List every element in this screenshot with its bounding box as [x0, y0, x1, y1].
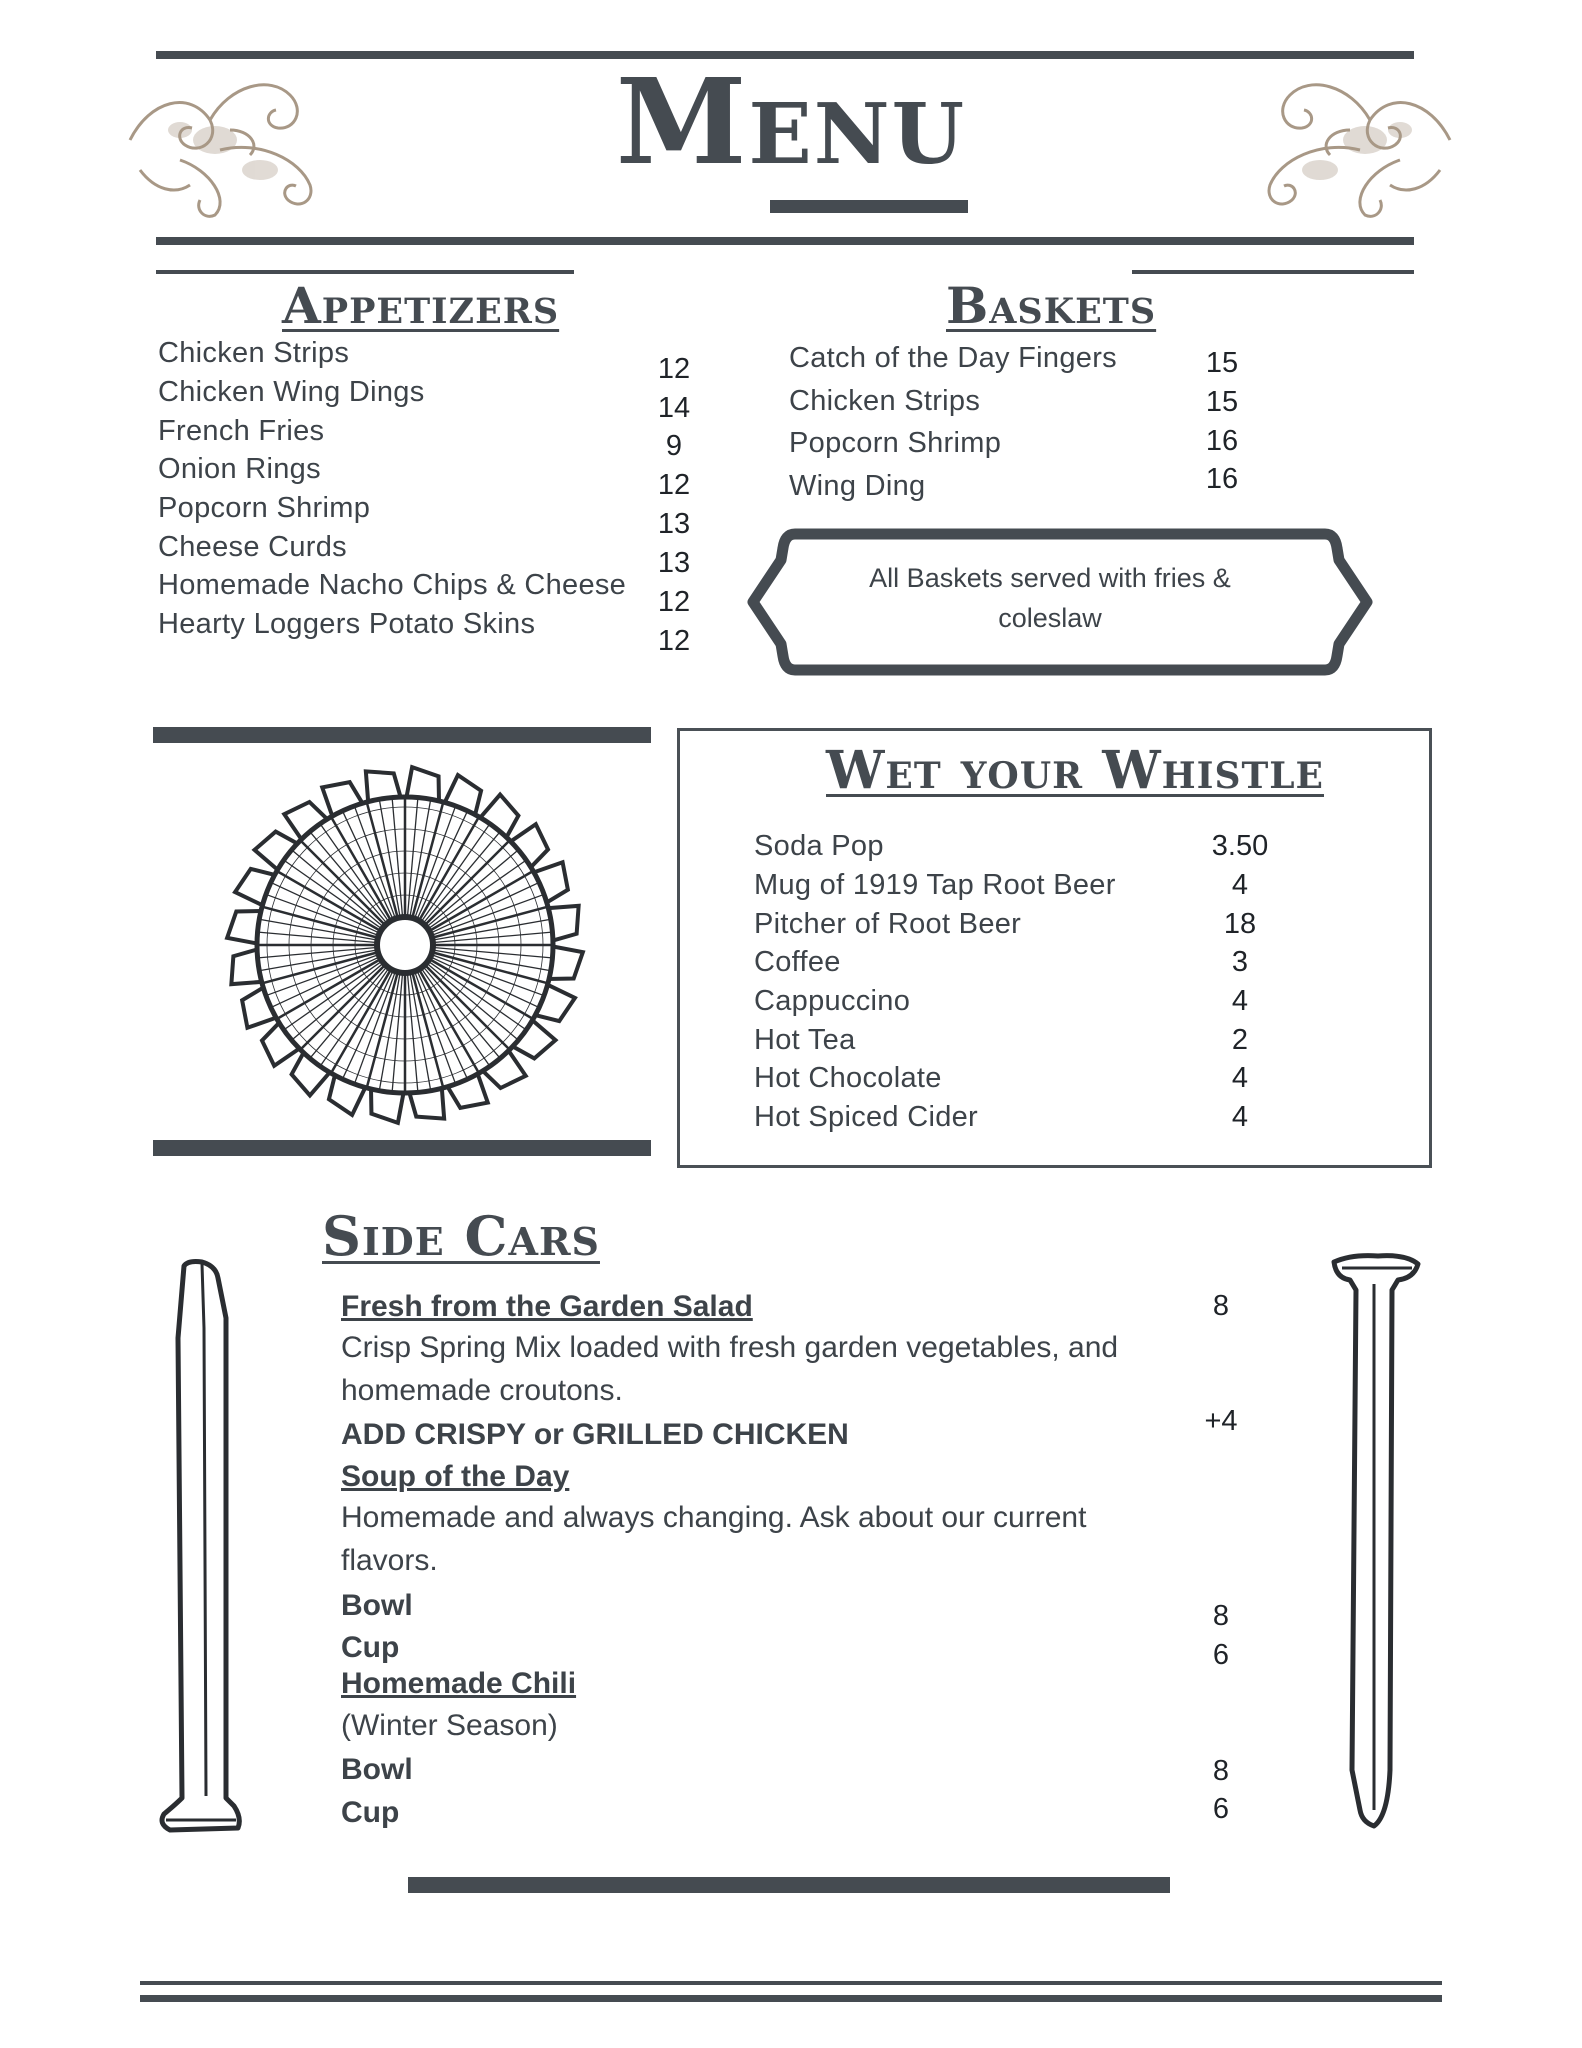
left-filigree-icon	[120, 70, 320, 220]
drink-name: Hot Chocolate	[754, 1062, 942, 1094]
drink-price: 2	[1231, 1024, 1249, 1056]
appetizer-name: Chicken Strips	[158, 337, 350, 369]
appetizer-price: 12	[657, 625, 691, 657]
basket-price: 16	[1205, 463, 1239, 495]
appetizers-top-rule	[156, 270, 574, 274]
header-bottom-rule	[156, 237, 1414, 245]
footer-rule-top	[140, 1981, 1442, 1985]
chili-description: (Winter Season)	[341, 1709, 558, 1742]
appetizer-name: French Fries	[158, 415, 325, 447]
appetizer-name: Hearty Loggers Potato Skins	[158, 608, 536, 640]
drink-name: Hot Spiced Cider	[754, 1101, 979, 1133]
right-nail-icon	[1322, 1250, 1432, 1840]
sides-bottom-bar	[408, 1877, 1170, 1893]
soup-bowl-price: 8	[1212, 1600, 1230, 1632]
appetizer-name: Cheese Curds	[158, 531, 347, 563]
basket-price: 15	[1205, 386, 1239, 418]
basket-note: All Baskets served with fries & coleslaw	[869, 563, 1231, 633]
drink-name: Pitcher of Root Beer	[754, 908, 1022, 940]
chili-cup-price: 6	[1212, 1793, 1230, 1825]
appetizer-price: 13	[657, 508, 691, 540]
basket-price: 16	[1205, 425, 1239, 457]
appetizer-price: 12	[657, 469, 691, 501]
appetizer-name: Popcorn Shrimp	[158, 492, 371, 524]
sides-title: Side Cars	[322, 1204, 600, 1268]
appetizer-price: 13	[657, 547, 691, 579]
drink-price: 3	[1231, 946, 1249, 978]
salad-addon: ADD CRISPY or GRILLED CHICKEN	[341, 1418, 849, 1451]
basket-name: Catch of the Day Fingers	[789, 342, 1117, 374]
basket-name: Chicken Strips	[789, 385, 981, 417]
appetizer-name: Chicken Wing Dings	[158, 376, 425, 408]
soup-cup-price: 6	[1212, 1639, 1230, 1671]
drink-name: Coffee	[754, 946, 841, 978]
appetizer-price: 14	[657, 392, 691, 424]
drink-price: 3.50	[1211, 830, 1269, 862]
salad-name: Fresh from the Garden Salad	[341, 1290, 753, 1323]
chili-bowl-price: 8	[1212, 1755, 1230, 1787]
menu-title-underline	[770, 200, 968, 213]
appetizer-price: 12	[657, 586, 691, 618]
drink-name: Mug of 1919 Tap Root Beer	[754, 869, 1116, 901]
appetizer-name: Onion Rings	[158, 453, 321, 485]
drink-price: 4	[1231, 1062, 1249, 1094]
drink-price: 18	[1223, 908, 1257, 940]
salad-addon-price: +4	[1204, 1405, 1238, 1437]
salad-price: 8	[1212, 1290, 1230, 1322]
baskets-title: Baskets	[946, 276, 1157, 335]
soup-name: Soup of the Day	[341, 1460, 570, 1493]
left-nail-icon	[150, 1258, 260, 1848]
saw-blade-icon	[220, 760, 590, 1130]
drink-price: 4	[1231, 1101, 1249, 1133]
appetizer-price: 12	[657, 353, 691, 385]
drink-name: Hot Tea	[754, 1024, 856, 1056]
chili-bowl-label: Bowl	[341, 1753, 413, 1786]
basket-name: Popcorn Shrimp	[789, 427, 1002, 459]
soup-cup-label: Cup	[341, 1631, 400, 1664]
saw-bottom-bar	[153, 1140, 651, 1156]
right-filigree-icon	[1260, 70, 1460, 220]
chili-cup-label: Cup	[341, 1796, 400, 1829]
appetizer-price: 9	[665, 430, 683, 462]
drink-name: Cappuccino	[754, 985, 911, 1017]
drink-name: Soda Pop	[754, 830, 884, 862]
appetizer-name: Homemade Nacho Chips & Cheese	[158, 569, 627, 601]
salad-description: Crisp Spring Mix loaded with fresh garden vegetables, and homemade croutons.	[341, 1331, 1119, 1407]
drinks-title: Wet your Whistle	[826, 740, 1324, 801]
appetizers-title: Appetizers	[282, 276, 560, 335]
soup-description: Homemade and always changing. Ask about our current flavors.	[341, 1501, 1087, 1577]
baskets-top-rule	[1132, 270, 1414, 274]
soup-bowl-label: Bowl	[341, 1589, 413, 1622]
menu-title: Menu	[615, 52, 967, 191]
drink-price: 4	[1231, 985, 1249, 1017]
footer-rule-bottom	[140, 1995, 1442, 2002]
drink-price: 4	[1231, 869, 1249, 901]
basket-price: 15	[1205, 347, 1239, 379]
chili-name: Homemade Chili	[341, 1667, 577, 1700]
saw-top-bar	[153, 727, 651, 743]
basket-name: Wing Ding	[789, 470, 926, 502]
